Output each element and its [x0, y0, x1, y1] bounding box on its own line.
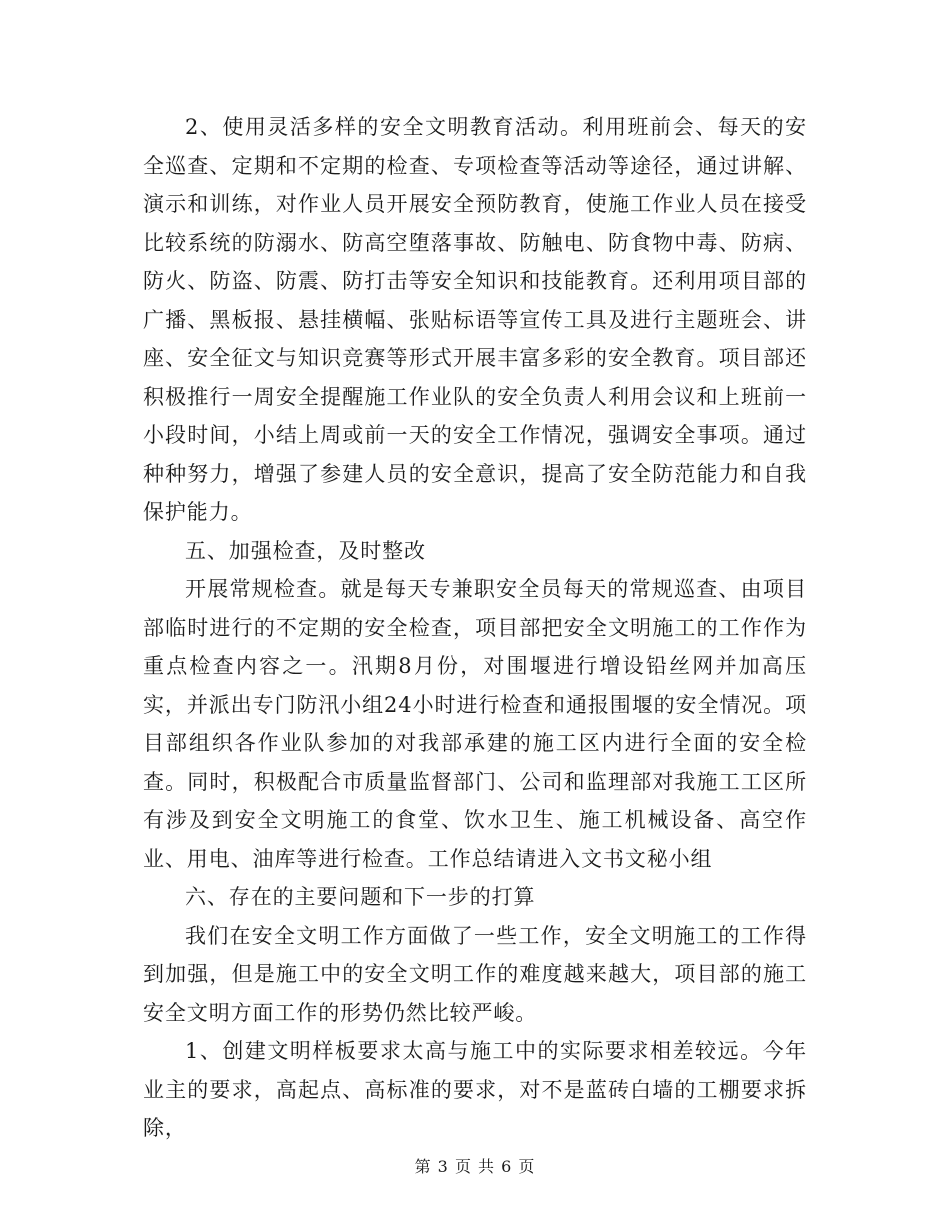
page-number-footer: 第 3 页 共 6 页 — [414, 1157, 536, 1176]
paragraph-model-requirements: 1、创建文明样板要求太高与施工中的实际要求相差较远。今年业主的要求，高起点、高标准的要求，对不是蓝砖白墙的工棚要求拆除， — [143, 1039, 807, 1140]
paragraph-education-activities: 2、使用灵活多样的安全文明教育活动。利用班前会、每天的安全巡查、定期和不定期的检查、专项检查等活动等途径，通过讲解、演示和训练，对作业人员开展安全预防教育，使施工作业人员在接受比较系统的防溺水、防高空堕落事故、防触电、防食物中毒、防病、防火、防盗、防震、防打击等安全知识和技能教育。还利用项目部的广播、黑板报、悬挂横幅、张贴标语等宣传工具及进行主题班会、讲座、安全征文与知识竞赛等形式开展丰富多彩的安全教育。项目部还积极推行一周安全提醒施工作业队的安全负责人利用会议和上班前一小段时间，小结上周或前一天的安全工作情况，强调安全事项。通过种种努力，增强了参建人员的安全意识，提高了安全防范能力和自我保护能力。 — [143, 115, 807, 524]
section-heading-problems: 六、存在的主要问题和下一步的打算 — [185, 885, 536, 909]
paragraph-routine-inspection: 开展常规检查。就是每天专兼职安全员每天的常规巡查、由项目部临时进行的不定期的安全检查，项目部把安全文明施工的工作作为重点检查内容之一。汛期8月份，对围堰进行增设铅丝网并加高压实，并派出专门防汛小组24小时进行检查和通报围堰的安全情况。项目部组织各作业队参加的对我部承建的施工区内进行全面的安全检查。同时，积极配合市质量监督部门、公司和监理部对我施工工区所有涉及到安全文明施工的食堂、饮水卫生、施工机械设备、高空作业、用电、油库等进行检查。工作总结请进入文书文秘小组 — [143, 577, 807, 871]
section-heading-inspection: 五、加强检查，及时整改 — [185, 538, 426, 563]
document-body — [143, 108, 807, 1148]
paragraph-work-summary: 我们在安全文明工作方面做了一些工作，安全文明施工的工作得到加强，但是施工中的安全文明工作的难度越来越大，项目部的施工安全文明方面工作的形势仍然比较严峻。 — [143, 923, 807, 1025]
